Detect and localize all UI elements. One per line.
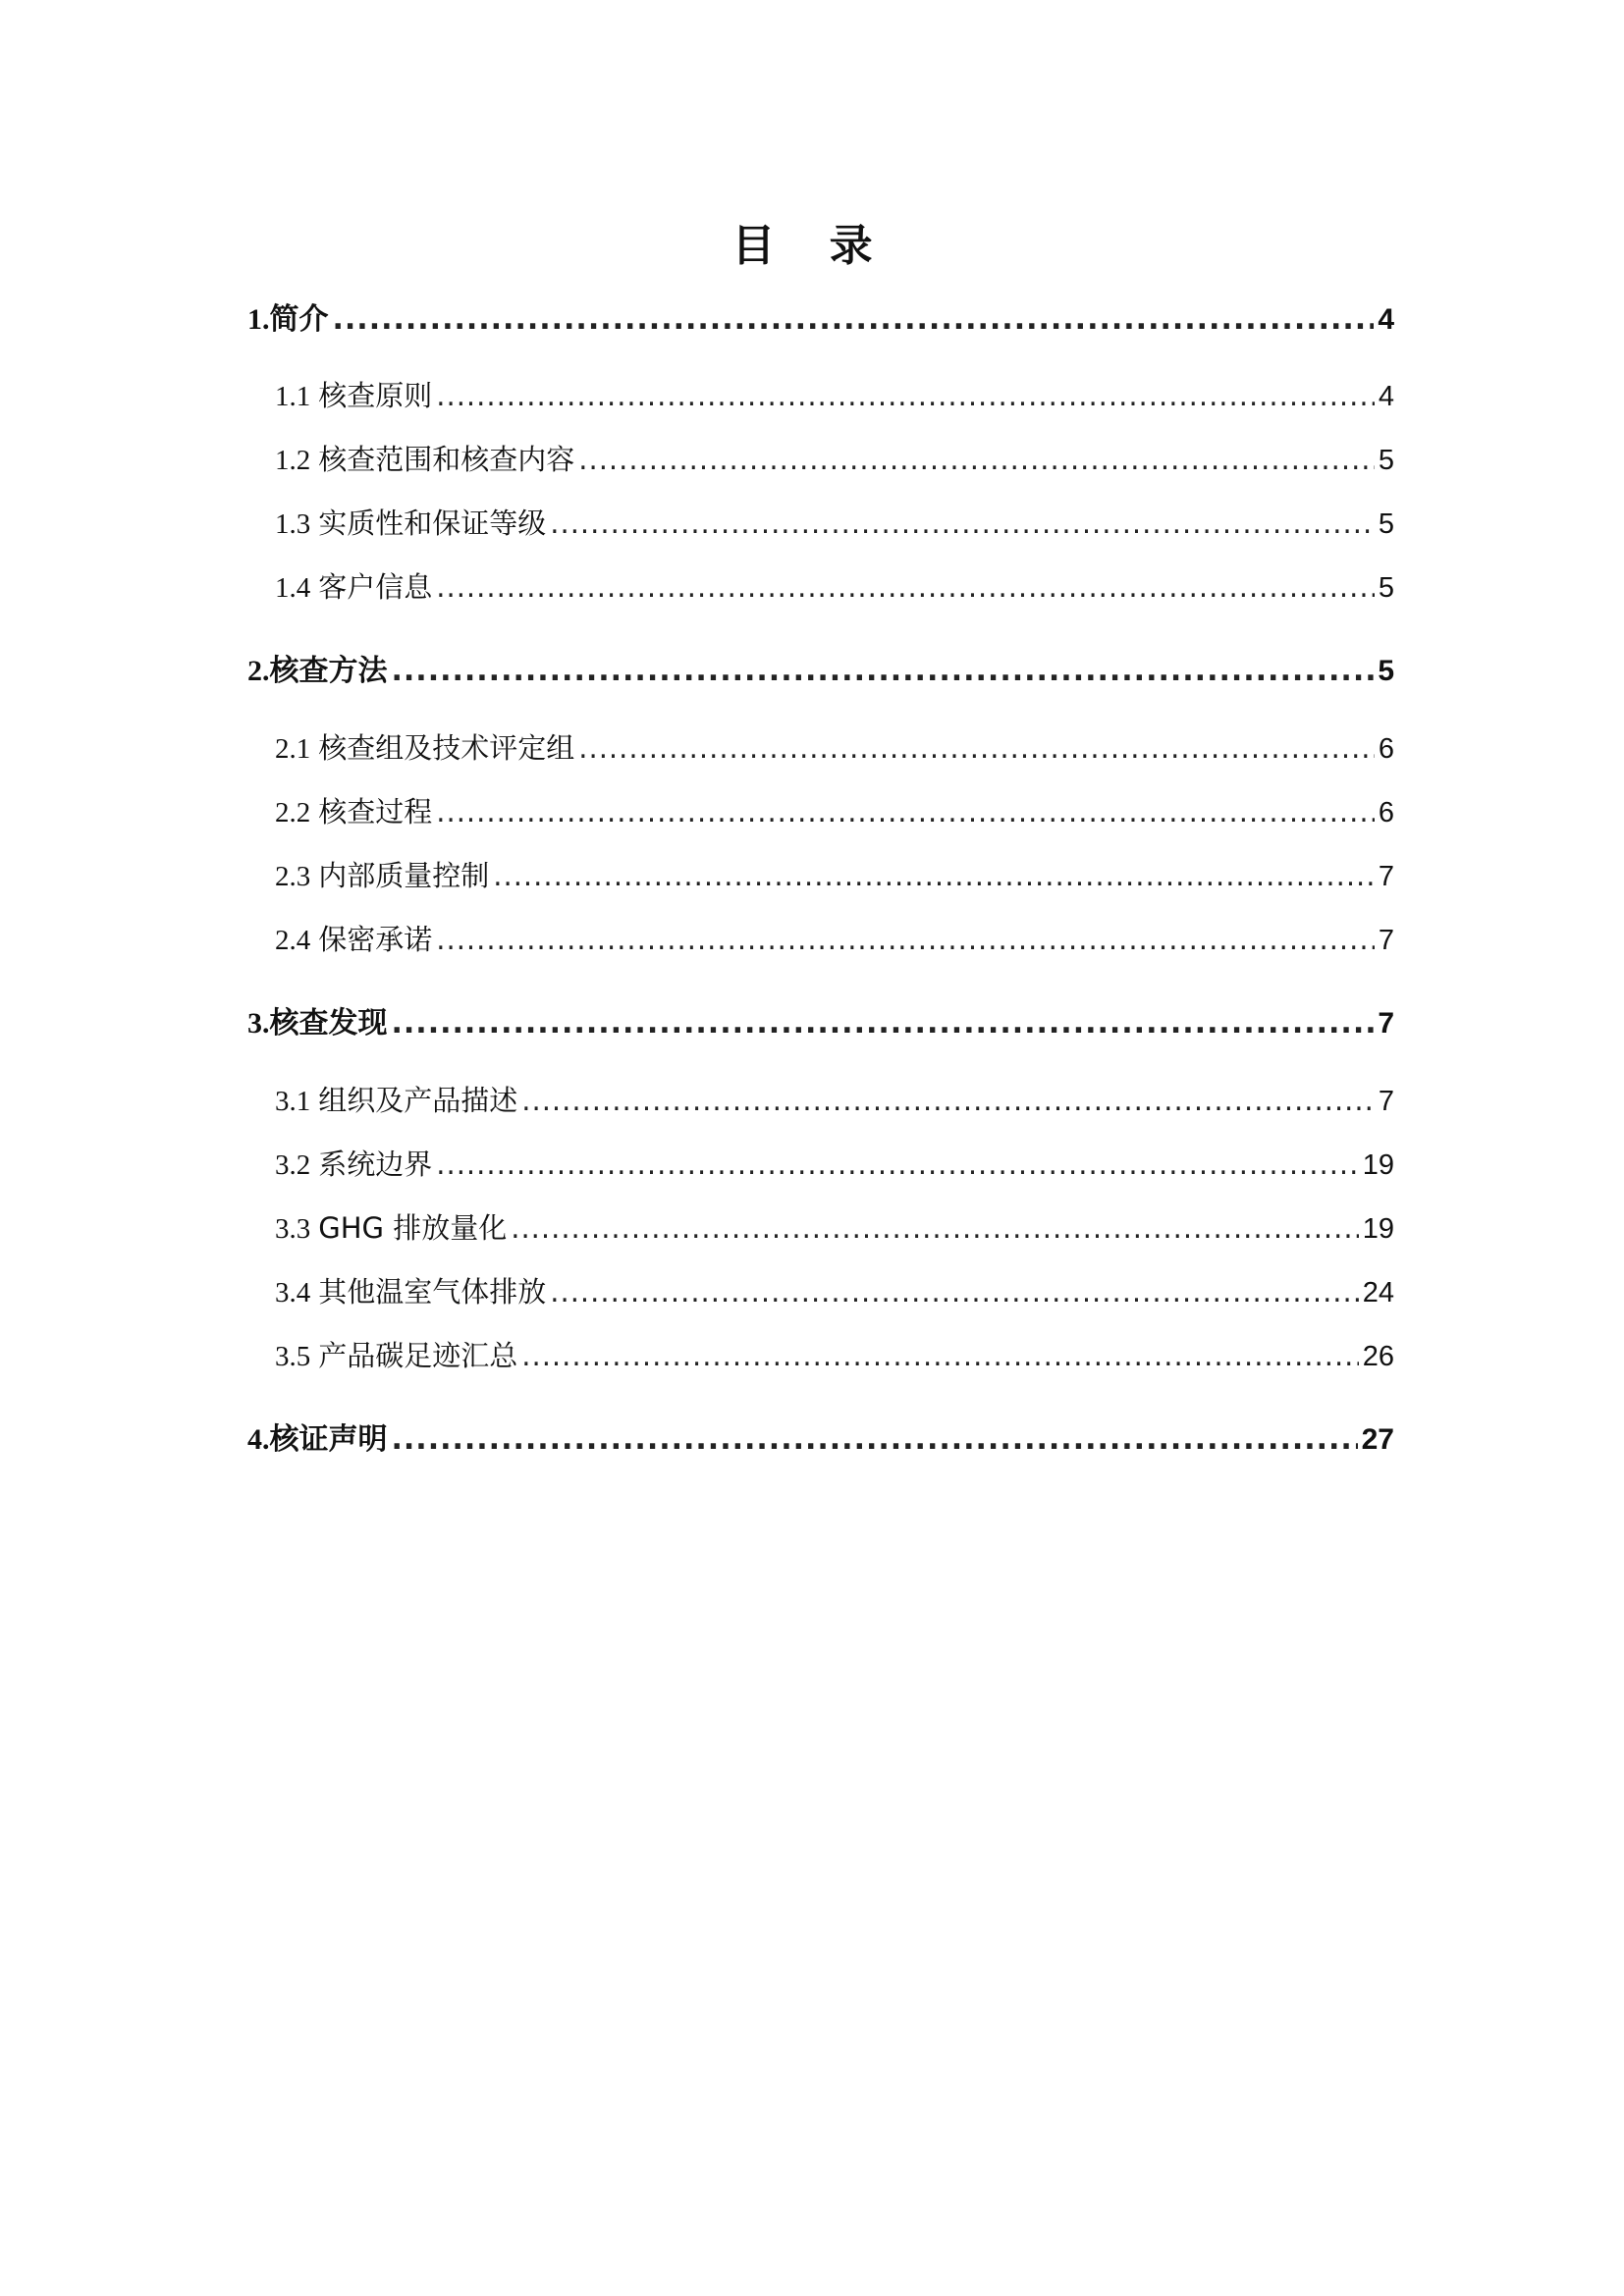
toc-entry-3-1[interactable] xyxy=(275,1079,1394,1119)
toc-leader-dots xyxy=(550,507,1375,540)
toc-leader-dots xyxy=(521,1339,1358,1372)
toc-entry-2-1[interactable] xyxy=(275,726,1394,767)
toc-entry-2-3[interactable] xyxy=(275,854,1394,894)
toc-entry-text: 保密承诺 xyxy=(318,923,433,956)
toc-entry-number: 2.1 xyxy=(275,733,311,765)
toc-entry-page: 5 xyxy=(1378,508,1394,540)
toc-entry-2-2[interactable] xyxy=(275,790,1394,830)
toc-entry-text: 客户信息 xyxy=(318,570,433,604)
toc-entry-page: 4 xyxy=(1378,381,1394,412)
toc-entry-number: 1. xyxy=(247,303,270,336)
toc-entry-2-4[interactable] xyxy=(275,918,1394,958)
toc-entry-number: 3.3 xyxy=(275,1213,311,1245)
toc-leader-dots xyxy=(493,859,1375,892)
toc-leader-dots xyxy=(578,731,1375,765)
toc-entry-text: 实质性和保证等级 xyxy=(318,507,547,540)
toc-entry-page: 19 xyxy=(1362,1149,1394,1181)
toc-leader-dots xyxy=(521,1084,1375,1117)
toc-entry-text: 核证声明 xyxy=(269,1422,388,1457)
toc-entry-number: 3.2 xyxy=(275,1149,311,1181)
toc-leader-dots xyxy=(436,570,1375,604)
toc-entry-text: 核查发现 xyxy=(269,1006,388,1041)
toc-entry-text: 核查组及技术评定组 xyxy=(318,731,575,765)
toc-entry-number: 1.2 xyxy=(275,445,311,476)
toc-entry-page: 7 xyxy=(1378,1086,1394,1117)
toc-leader-dots xyxy=(511,1211,1359,1245)
toc-entry-page: 5 xyxy=(1378,572,1394,604)
toc-entry-page: 19 xyxy=(1362,1213,1394,1245)
toc-entry-text: 其他温室气体排放 xyxy=(318,1275,547,1308)
toc-entry-1-1[interactable] xyxy=(275,374,1394,414)
toc-entry-1-2[interactable] xyxy=(275,438,1394,478)
toc-leader-dots xyxy=(392,654,1375,688)
toc-entry-number: 3. xyxy=(247,1007,270,1040)
toc-leader-dots xyxy=(392,1422,1358,1457)
toc-entry-text: 核查过程 xyxy=(318,795,433,828)
toc-entry-page: 27 xyxy=(1361,1423,1394,1456)
toc-entry-number: 2. xyxy=(247,655,270,687)
toc-leader-dots xyxy=(578,443,1375,476)
toc-entry-number: 3.4 xyxy=(275,1277,311,1308)
toc-entry-page: 7 xyxy=(1378,861,1394,892)
toc-entry-number: 2.3 xyxy=(275,861,311,892)
toc-entry-text: 内部质量控制 xyxy=(318,859,490,892)
toc-entry-number: 2.4 xyxy=(275,925,311,956)
toc-leader-dots xyxy=(333,302,1375,337)
toc-entry-text: 产品碳足迹汇总 xyxy=(318,1339,518,1372)
toc-entry-page: 5 xyxy=(1378,655,1394,687)
toc-entry-number: 3.5 xyxy=(275,1341,311,1372)
toc-entry-page: 6 xyxy=(1378,797,1394,828)
toc-entry-number: 1.4 xyxy=(275,572,311,604)
toc-entry-number: 4. xyxy=(247,1423,270,1456)
toc-entry-3-3[interactable] xyxy=(275,1206,1394,1247)
toc-entry-number: 2.2 xyxy=(275,797,311,828)
toc-leader-dots xyxy=(392,1006,1375,1041)
toc-leader-dots xyxy=(436,795,1375,828)
toc-entry-text: GHG 排放量化 xyxy=(318,1211,508,1245)
toc-entry-page: 5 xyxy=(1378,445,1394,476)
toc-leader-dots xyxy=(436,923,1375,956)
toc-entry-1-3[interactable] xyxy=(275,502,1394,542)
toc-entry-text: 系统边界 xyxy=(318,1148,433,1181)
toc-entry-text: 核查方法 xyxy=(269,654,388,688)
toc-leader-dots xyxy=(436,379,1375,412)
toc-entry-page: 26 xyxy=(1362,1341,1394,1372)
toc-entry-3[interactable] xyxy=(247,998,1394,1041)
toc-entry-3-4[interactable] xyxy=(275,1270,1394,1310)
toc-entry-3-5[interactable] xyxy=(275,1334,1394,1374)
toc-entry-number: 1.1 xyxy=(275,381,311,412)
toc-leader-dots xyxy=(550,1275,1358,1308)
toc-entry-page: 4 xyxy=(1378,303,1394,336)
toc-entry-number: 3.1 xyxy=(275,1086,311,1117)
toc-entry-4[interactable] xyxy=(247,1415,1394,1458)
toc-entry-page: 6 xyxy=(1378,733,1394,765)
toc-leader-dots xyxy=(436,1148,1358,1181)
toc-entry-page: 7 xyxy=(1378,925,1394,956)
toc-entry-text: 核查范围和核查内容 xyxy=(318,443,575,476)
toc-entry-text: 核查原则 xyxy=(318,379,433,412)
toc-entry-3-2[interactable] xyxy=(275,1143,1394,1183)
toc-title: 目 录 xyxy=(731,221,893,271)
toc-entry-text: 简介 xyxy=(269,302,329,337)
toc-entry-1[interactable] xyxy=(247,294,1394,338)
toc-entry-number: 1.3 xyxy=(275,508,311,540)
toc-entry-1-4[interactable] xyxy=(275,565,1394,606)
toc-entry-page: 24 xyxy=(1362,1277,1394,1308)
toc-entry-2[interactable] xyxy=(247,646,1394,689)
toc-entry-page: 7 xyxy=(1378,1007,1394,1040)
toc-entry-text: 组织及产品描述 xyxy=(318,1084,518,1117)
